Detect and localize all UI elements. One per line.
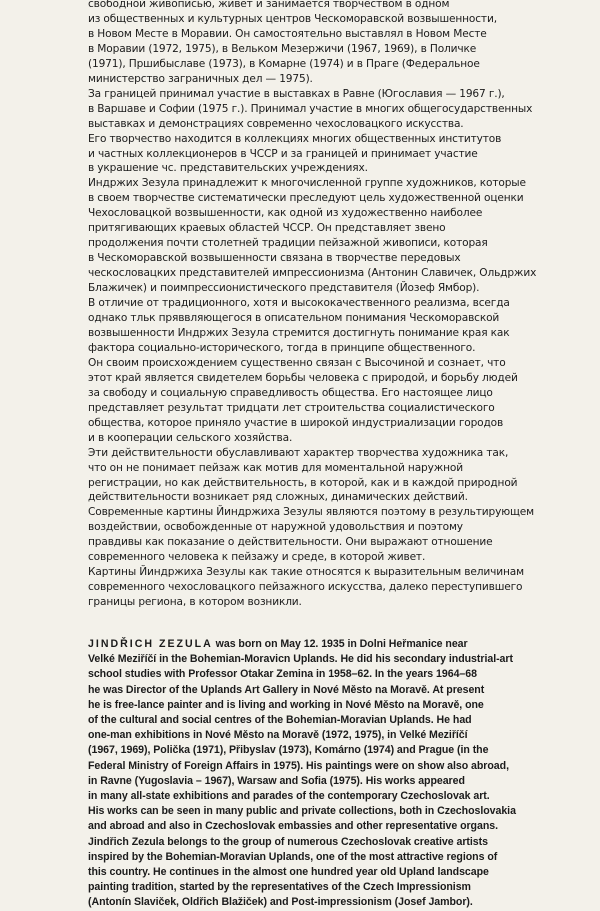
- russian-line: За границей принимал участие в выставках в Равне (Югославия — 1967 г.),: [88, 87, 505, 100]
- russian-line: воздействии, освобожденные от наружной удовольствия и поэтому: [88, 521, 463, 534]
- russian-line: Современные картины Йиндржиха Зезулы являются поэтому в результирующем: [88, 506, 535, 519]
- russian-line: современного человека к пейзажу и среде, в которой живет.: [88, 551, 426, 564]
- russian-line: общества, которое приняло участие в широкой индустриализации городов: [88, 416, 504, 429]
- russian-line: продолжения почти столетней традиции пейзажной живописи, которая: [88, 237, 488, 250]
- russian-line: выставках и демонстрациях современно чехословацкого искусства.: [88, 117, 464, 130]
- english-line: painting tradition, started by the representatives of the Czech Impressionism: [88, 881, 471, 894]
- russian-line: В отличие от традиционного, хотя и высококачественного реализма, всегда: [88, 297, 510, 310]
- english-line: and abroad and also in Czechoslovak embassies and other representative organs.: [88, 820, 498, 833]
- russian-line: регистрации, но как действительность, в которой, как и в каждой природной: [88, 476, 518, 489]
- english-line: (1967, 1969), Polička (1971), Přibyslav (1973), Komárno (1974) and Prague (in the: [88, 744, 489, 757]
- russian-line: в Новом Месте в Моравии. Он самостоятельно выставлял в Новом Месте: [88, 27, 487, 40]
- russian-line: в украшение чс. представительских учреждениях.: [88, 162, 368, 175]
- english-line: he was Director of the Uplands Art Gallery in Nové Město na Moravě. At present: [88, 683, 485, 696]
- russian-line: министерство заграничных дел — 1975).: [88, 72, 313, 85]
- russian-line: свободной живописью, живет и занимается творчеством в одном: [88, 0, 450, 10]
- english-line: school studies with Professor Otakar Zemina in 1958–62. In the years 1964–68: [88, 668, 477, 681]
- russian-line: (1971), Пршибыславе (1973), в Комарне (1974) и в Праге (Федеральное: [88, 57, 480, 70]
- english-line: one-man exhibitions in Nové Město na Moravě (1972, 1975), in Velké Meziříčí: [88, 729, 468, 742]
- russian-line: возвышенности Индржих Зезула стремится достигнуть понимание края как: [88, 326, 510, 339]
- russian-line: и частных коллекционеров в ЧССР и за границей и принимает участие: [88, 147, 478, 160]
- russian-line: фактора социально-исторического, тогда в принципе общественного.: [88, 341, 476, 354]
- russian-line: в Моравии (1972, 1975), в Вельком Мезержичи (1967, 1969), в Поличке: [88, 42, 477, 55]
- russian-line: в Ческоморавской возвышенности связана в творчестве передовых: [88, 252, 461, 265]
- russian-line: за свободу и социальную справедливость общества. Его настоящее лицо: [88, 386, 493, 399]
- russian-line: границы региона, в котором возникли.: [88, 596, 302, 609]
- russian-line: современного чехословацкого пейзажного искусства, далеко переступившего: [88, 581, 523, 594]
- russian-line: Он своим происхождением существенно связан с Высочиной и сознает, что: [88, 356, 506, 369]
- english-line: this country. He continues in the almost one hundred year old Upland landscape: [88, 866, 489, 879]
- english-text-block: [88, 637, 578, 911]
- russian-line: в Варшаве и Софии (1975 г.). Принимал участие в многих общегосударственных: [88, 102, 533, 115]
- russian-line: и в кооперации сельского хозяйства.: [88, 431, 293, 444]
- russian-line: Картины Йиндржиха Зезулы как такие относятся к выразительным величинам: [88, 566, 524, 579]
- english-line-text: was born on May 12. 1935 in Dolni Heřmanice near: [212, 638, 468, 650]
- russian-line: правдивы как показание о действительности. Они выражают отношение: [88, 536, 493, 549]
- russian-line: ческословацких представителей импрессионизма (Антонин Славичек, Ольдржих: [88, 267, 537, 280]
- english-line: Velké Meziříčí in the Bohemian-Moravicn Uplands. He did his secondary industrial-art: [88, 653, 513, 666]
- russian-line: однако тльк пряввляющегося в описательном понимания Ческоморавской: [88, 312, 500, 325]
- english-line: of the cultural and social centres of the Bohemian-Moravian Uplands. He had: [88, 714, 472, 727]
- russian-line: Его творчество находится в коллекциях многих общественных институтов: [88, 132, 502, 145]
- english-line: Jindřich Zezula belongs to the group of numerous Czechoslovak creative artists: [88, 835, 488, 848]
- russian-line: этот край является свидетелем борьбы человека с природой, и борьбу людей: [88, 371, 518, 384]
- english-first-line: [88, 637, 578, 652]
- english-line: in Ravne (Yugoslavia – 1967), Warsaw and Sofia (1975). His works appeared: [88, 774, 465, 787]
- russian-line: Чехословацкой возвышенности, как одной из художественно наиболее: [88, 207, 483, 220]
- english-line: His works can be seen in many public and private collections, both in Czechoslovakia: [88, 805, 516, 818]
- artist-name: JINDŘICH ZEZULA: [88, 638, 213, 650]
- russian-line: из общественных и культурных центров Ческоморавской возвышенности,: [88, 12, 497, 25]
- russian-line: притягивающих краевых областей ЧССР. Он представляет звено: [88, 222, 446, 235]
- russian-line: Эти действительности обуславливают характер творчества художника так,: [88, 446, 509, 459]
- english-line: inspired by the Bohemian-Moravian Uplands, one of the most attractive regions of: [88, 850, 498, 863]
- russian-text-block: [88, 0, 558, 610]
- russian-line: действительности возникает ряд сложных, динамических действий.: [88, 491, 468, 504]
- russian-line: в своем творчестве систематически преследуют цель художественной оценки: [88, 192, 524, 205]
- english-line: (Antonín Slaviček, Oldřich Blažiček) and Post-impressionism (Josef Jambor).: [88, 896, 473, 909]
- russian-line: Блажичек) и поимпрессионистического представителя (Йозеф Ямбор).: [88, 282, 480, 295]
- russian-line: Индржих Зезула принадлежит к многочисленной группе художников, которые: [88, 177, 526, 190]
- russian-line: представляет результат тридцати лет строительства социалистического: [88, 401, 495, 414]
- english-line: Federal Ministry of Foreign Affairs in 1975). His paintings were on show also abroad,: [88, 759, 509, 772]
- english-line: in many all-state exhibitions and parades of the contemporary Czechoslovak art.: [88, 790, 490, 803]
- russian-line: что он не понимает пейзаж как мотив для моментальной наружной: [88, 461, 463, 474]
- english-line: he is free-lance painter and is living and working in Nové Město na Moravě, one: [88, 698, 484, 711]
